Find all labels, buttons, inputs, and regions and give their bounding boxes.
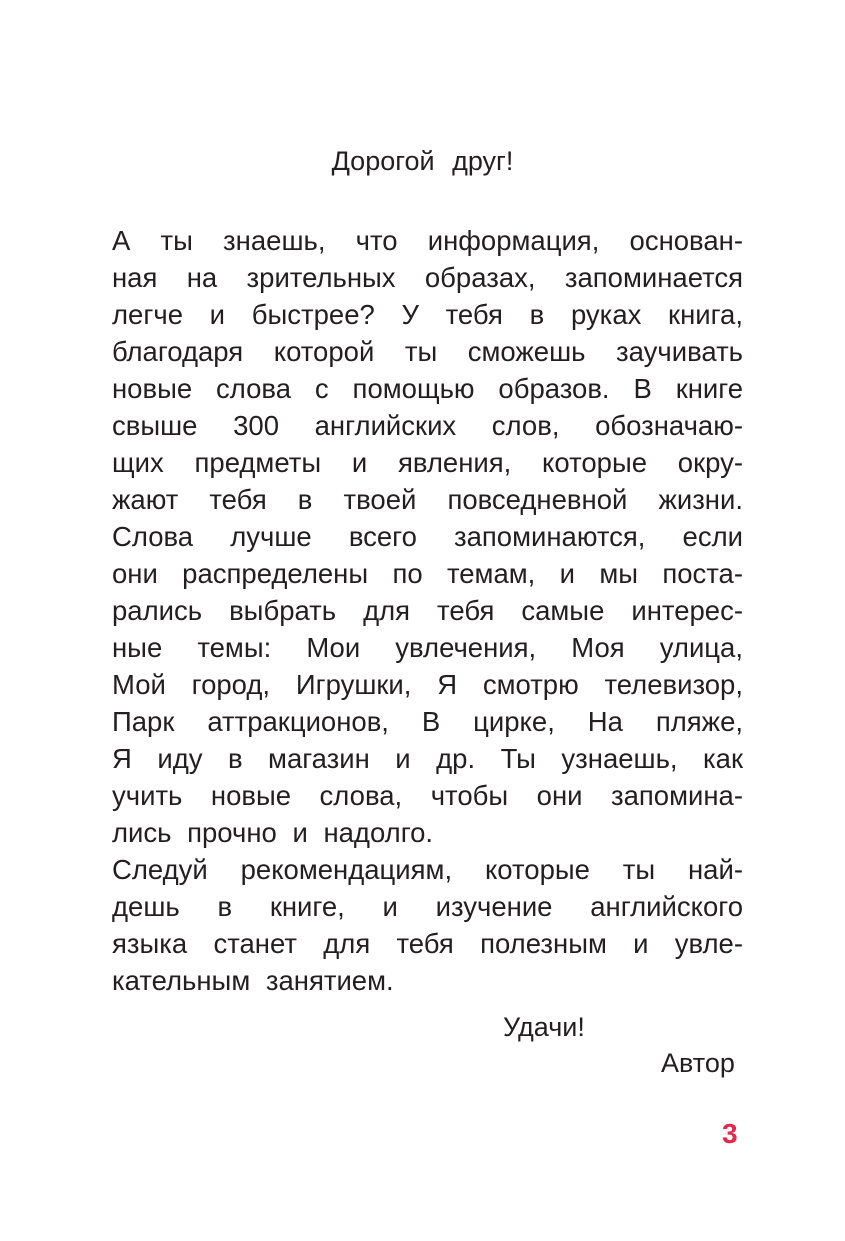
text-line: дешь в книге, и изучение английского — [112, 891, 743, 922]
text-line: Я иду в магазин и др. Ты узнаешь, как — [112, 743, 743, 774]
text-line: щих предметы и явления, которые окру- — [112, 447, 743, 478]
text-line: жают тебя в твоей повседневной жизни. — [112, 484, 743, 515]
text-line: А ты знаешь, что информация, основан- — [112, 225, 743, 256]
text-line: Мой город, Игрушки, Я смотрю телевизор, — [112, 669, 743, 700]
text-line: лись прочно и надолго. — [112, 817, 434, 848]
text-line: они распределены по темам, и мы поста- — [112, 558, 743, 589]
text-line: благодаря которой ты сможешь заучивать — [112, 336, 743, 367]
text-line: свыше 300 английских слов, обозначаю- — [112, 410, 743, 441]
text-line: кательным занятием. — [112, 965, 394, 996]
page-number: 3 — [722, 1118, 738, 1149]
page-title: Дорогой друг! — [331, 146, 514, 176]
text-line: ные темы: Мои увлечения, Моя улица, — [112, 632, 743, 663]
text-line: учить новые слова, чтобы они запомина- — [112, 780, 743, 811]
text-line: Следуй рекомендациям, которые ты най- — [112, 854, 743, 885]
closing-text: Удачи! — [503, 1012, 585, 1042]
text-line: рались выбрать для тебя самые интерес- — [112, 595, 743, 626]
text-line: языка станет для тебя полезным и увле- — [112, 928, 743, 959]
text-line: новые слова с помощью образов. В книге — [112, 373, 743, 404]
letter-body — [112, 222, 743, 999]
text-line: Слова лучше всего запоминаются, если — [112, 521, 743, 552]
text-line: Парк аттракционов, В цирке, На пляже, — [112, 706, 743, 737]
signature: Автор — [661, 1048, 735, 1078]
text-line: ная на зрительных образах, запоминается — [112, 262, 743, 293]
text-line: легче и быстрее? У тебя в руках книга, — [112, 299, 743, 330]
